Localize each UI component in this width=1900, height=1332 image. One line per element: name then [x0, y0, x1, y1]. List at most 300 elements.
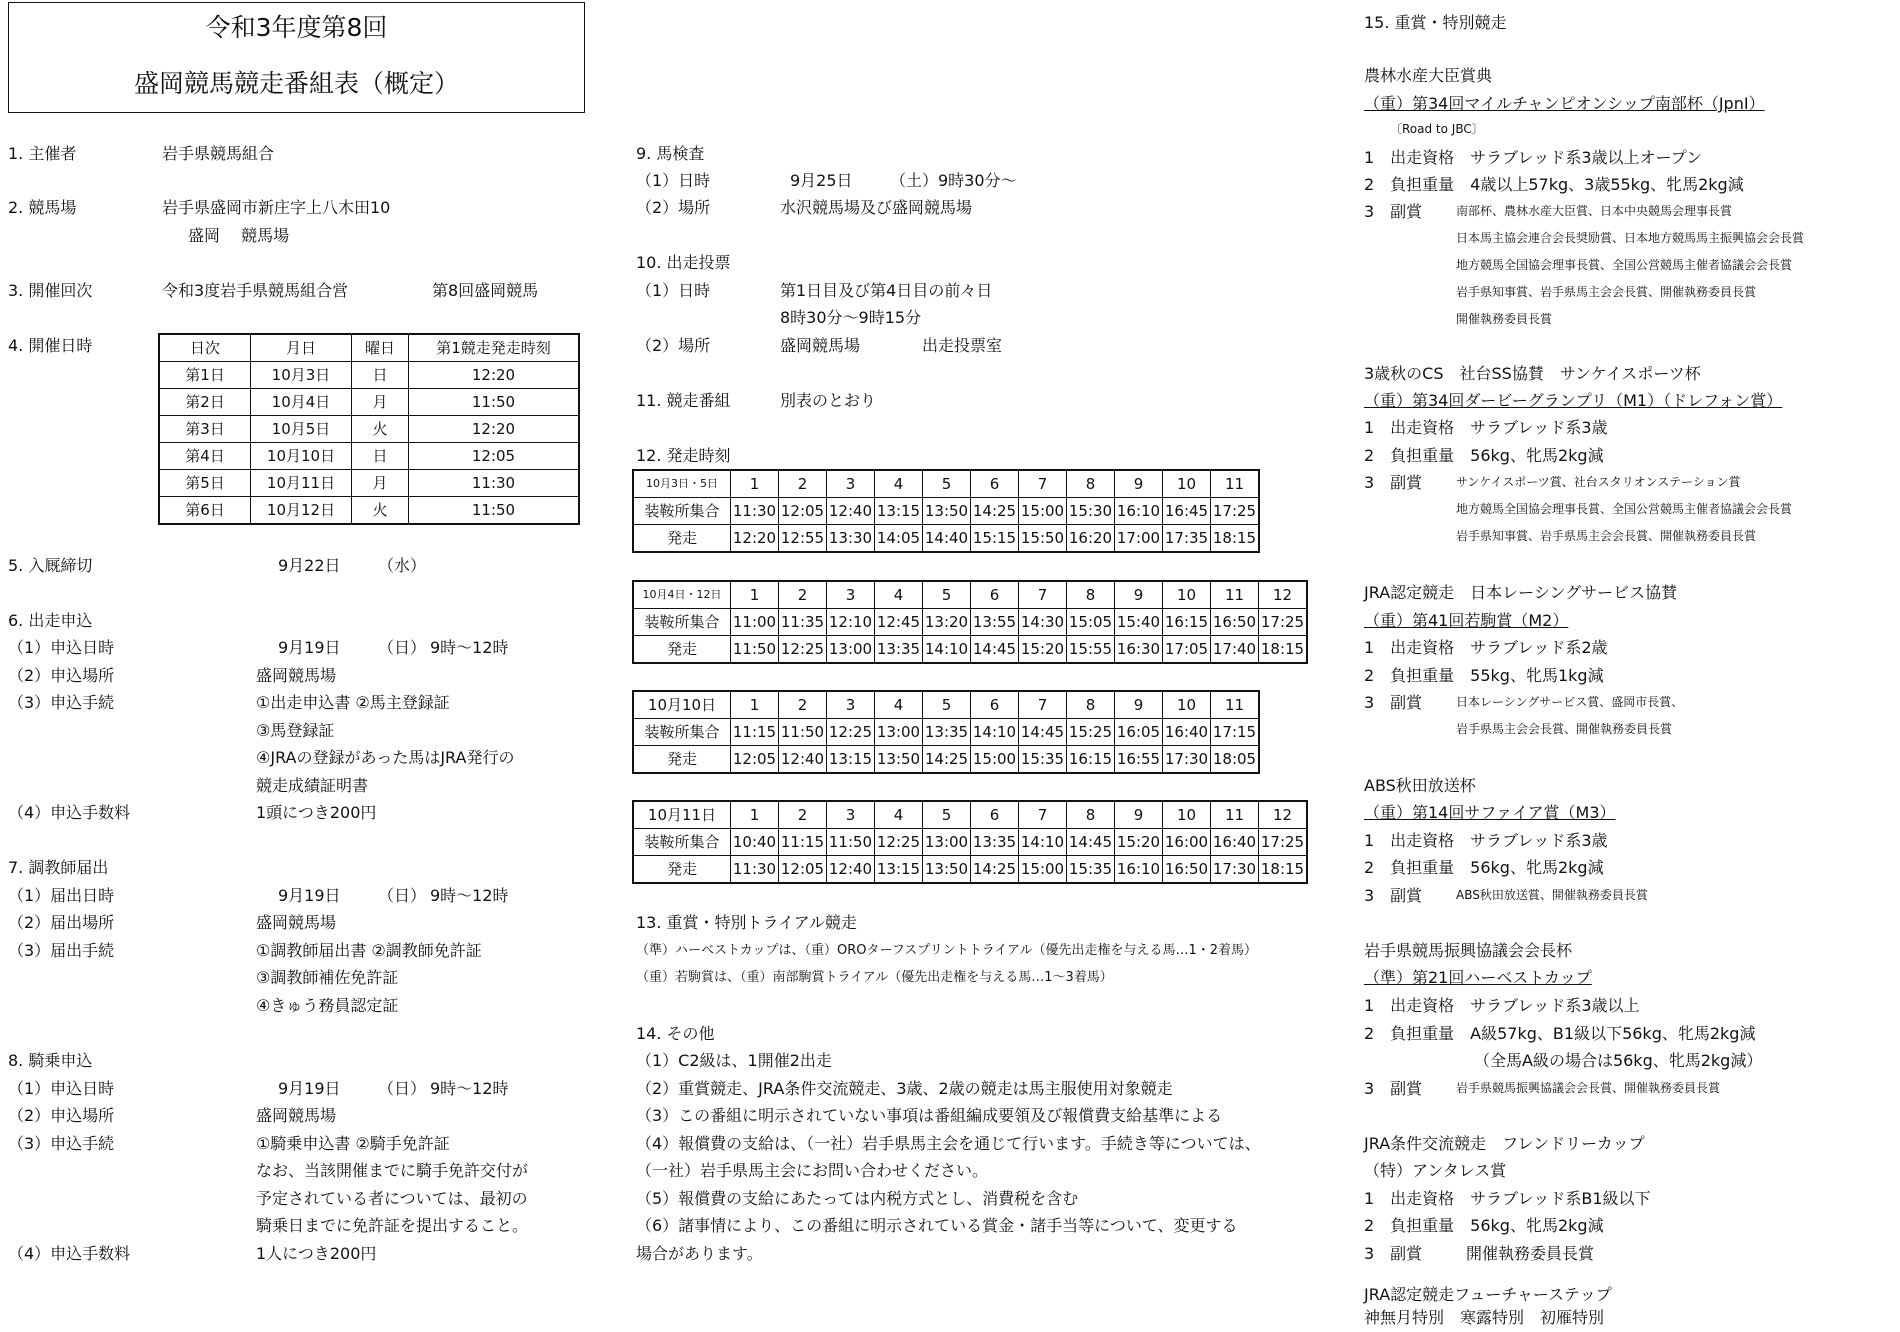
race-prize: 開催執務委員長賞	[1456, 312, 1553, 326]
s7-l1-time: 9時～12時	[430, 886, 509, 905]
time-cell: 17:30	[1211, 856, 1259, 884]
race-number-row	[633, 801, 1307, 829]
time-cell: 15:25	[1067, 719, 1115, 746]
time-cell: 14:25	[971, 856, 1019, 884]
race-number: 5	[923, 691, 971, 719]
time-cell: 11:30	[731, 498, 779, 525]
race-prize-label: 3 副賞	[1364, 886, 1423, 905]
race-name: （重）第34回ダービーグランプリ（M1）（ドレフォン賞）	[1364, 391, 1783, 410]
race-qualification: 1 出走資格 サラブレッド系B1級以下	[1364, 1189, 1651, 1208]
row-label: 発走	[633, 525, 731, 553]
race-number: 7	[1019, 470, 1067, 498]
time-cell: 11:50	[827, 829, 875, 856]
s3-value2: 第8回盛岡競馬	[432, 281, 539, 300]
race-number: 1	[731, 691, 779, 719]
time-cell: 12:05	[779, 498, 827, 525]
time-cell: 14:40	[923, 525, 971, 553]
time-cell: 15:40	[1115, 609, 1163, 636]
time-cell: 16:40	[1211, 829, 1259, 856]
schedule-cell: 月	[352, 470, 409, 497]
race-number: 1	[731, 470, 779, 498]
race-number: 5	[923, 470, 971, 498]
start-time-row	[633, 636, 1307, 664]
schedule-cell: 11:30	[409, 470, 580, 497]
s14-line: （一社）岩手県馬主会にお問い合わせください。	[636, 1161, 989, 1180]
s13-label: 13. 重賞・特別トライアル競走	[636, 913, 857, 932]
race-name: （準）第21回ハーベストカップ	[1364, 968, 1592, 987]
race-weight: 2 負担重量 56kg、牝馬2kg減	[1364, 858, 1604, 877]
time-cell: 13:20	[923, 609, 971, 636]
race-prize-label: 3 副賞	[1364, 473, 1423, 492]
s7-l3-v2: ③調教師補佐免許証	[256, 968, 399, 987]
s7-l3-v1: ①調教師届出書 ②調教師免許証	[256, 941, 482, 960]
s7-label: 7. 調教師届出	[8, 858, 109, 877]
time-cell: 17:25	[1259, 609, 1308, 636]
s2-value: 岩手県盛岡市新庄字上八木田10	[162, 198, 391, 217]
s10-l1-v1: 第1日目及び第4日目の前々日	[780, 281, 993, 300]
time-cell: 13:15	[875, 856, 923, 884]
time-cell: 11:35	[779, 609, 827, 636]
time-cell: 14:45	[1019, 719, 1067, 746]
s8-l1: （1）申込日時	[8, 1079, 115, 1098]
time-cell: 14:10	[923, 636, 971, 664]
s8-l2: （2）申込場所	[8, 1106, 115, 1125]
race-number: 12	[1259, 581, 1308, 609]
race-sponsor: 岩手県競馬振興協議会会長杯	[1364, 941, 1573, 960]
race-sponsor: 3歳秋のCS 社台SS協賛 サンケイスポーツ杯	[1364, 364, 1701, 383]
schedule-header-row	[159, 334, 579, 362]
time-cell: 12:45	[875, 609, 923, 636]
s2-value2: 盛岡 競馬場	[188, 226, 290, 245]
schedule-table	[158, 333, 580, 525]
schedule-header: 曜日	[352, 334, 409, 362]
s8-label: 8. 騎乗申込	[8, 1051, 93, 1070]
s7-l1: （1）届出日時	[8, 886, 115, 905]
race-prize: 日本レーシングサービス賞、盛岡市長賞、	[1456, 695, 1684, 709]
s9-label: 9. 馬検査	[636, 144, 705, 163]
time-cell: 12:25	[827, 719, 875, 746]
time-cell: 12:40	[779, 746, 827, 774]
race-number: 3	[827, 581, 875, 609]
time-cell: 14:45	[971, 636, 1019, 664]
race-number: 10	[1163, 581, 1211, 609]
s7-l1-day: （日）	[378, 886, 427, 905]
time-cell: 18:15	[1259, 636, 1308, 664]
race-number: 8	[1067, 801, 1115, 829]
race-prize-label: 3 副賞	[1364, 1079, 1423, 1098]
time-cell: 15:35	[1019, 746, 1067, 774]
s8-l4-val: 1人につき200円	[256, 1244, 377, 1263]
time-cell: 12:55	[779, 525, 827, 553]
s7-l2-val: 盛岡競馬場	[256, 913, 337, 932]
race-weight: 2 負担重量 A級57kg、B1級以下56kg、牝馬2kg減	[1364, 1024, 1756, 1043]
s7-l3: （3）届出手続	[8, 941, 115, 960]
race-prize: 南部杯、農林水産大臣賞、日本中央競馬会理事長賞	[1456, 204, 1733, 218]
time-cell: 15:50	[1019, 525, 1067, 553]
race-sponsor: JRA認定競走 日本レーシングサービス協賛	[1364, 583, 1678, 602]
s14-line: （5）報償費の支給にあたっては内税方式とし、消費税を含む	[636, 1189, 1079, 1208]
race-qualification: 1 出走資格 サラブレッド系3歳以上オープン	[1364, 148, 1703, 167]
start-time-row	[633, 525, 1259, 553]
race-prize-label: 3 副賞	[1364, 693, 1423, 712]
time-cell: 16:10	[1115, 856, 1163, 884]
race-number: 11	[1211, 581, 1259, 609]
race-number-row	[633, 581, 1307, 609]
s8-l3: （3）申込手続	[8, 1134, 115, 1153]
schedule-cell: 第2日	[159, 389, 251, 416]
s10-l2-val2: 出走投票室	[922, 336, 1003, 355]
schedule-row	[159, 470, 579, 497]
time-cell: 14:25	[923, 746, 971, 774]
race-weight: 2 負担重量 55kg、牝馬1kg減	[1364, 666, 1604, 685]
time-cell: 13:35	[923, 719, 971, 746]
time-cell: 17:00	[1115, 525, 1163, 553]
race-number: 9	[1115, 691, 1163, 719]
start-time-table	[632, 469, 1260, 553]
time-cell: 16:20	[1067, 525, 1115, 553]
time-cell: 17:05	[1163, 636, 1211, 664]
race-prize: 開催執務委員長賞	[1466, 1244, 1595, 1263]
race-weight: 2 負担重量 56kg、牝馬2kg減	[1364, 1216, 1604, 1235]
schedule-cell: 10月12日	[251, 497, 352, 525]
time-cell: 15:55	[1067, 636, 1115, 664]
race-number: 9	[1115, 581, 1163, 609]
race-number: 4	[875, 691, 923, 719]
race-qualification: 1 出走資格 サラブレッド系3歳	[1364, 831, 1608, 850]
s8-l1-date: 9月19日	[278, 1079, 341, 1098]
race-number-row	[633, 470, 1259, 498]
s11-label: 11. 競走番組	[636, 391, 731, 410]
race-sponsor: JRA条件交流競走 フレンドリーカップ	[1364, 1134, 1645, 1153]
race-number: 9	[1115, 470, 1163, 498]
race-number: 2	[779, 801, 827, 829]
schedule-cell: 12:20	[409, 416, 580, 443]
schedule-cell: 10月4日	[251, 389, 352, 416]
s7-l3-v3: ④きゅう務員認定証	[256, 996, 399, 1015]
s10-l1-v2: 8時30分～9時15分	[780, 308, 922, 327]
s14-line: 場合があります。	[636, 1244, 763, 1263]
s15-label: 15. 重賞・特別競走	[1364, 13, 1507, 32]
race-weight: 2 負担重量 4歳以上57kg、3歳55kg、牝馬2kg減	[1364, 175, 1744, 194]
s14-line: （1）C2級は、1開催2出走	[636, 1051, 832, 1070]
schedule-cell: 10月11日	[251, 470, 352, 497]
race-number: 11	[1211, 470, 1260, 498]
time-cell: 11:30	[731, 856, 779, 884]
title-line1: 令和3年度第8回	[205, 13, 388, 42]
s8-l4: （4）申込手数料	[8, 1244, 131, 1263]
race-sponsor: ABS秋田放送杯	[1364, 776, 1476, 795]
s6-l4: （4）申込手数料	[8, 803, 131, 822]
s6-l3-v2: ③馬登録証	[256, 721, 335, 740]
race-number: 9	[1115, 801, 1163, 829]
race-name: 神無月特別 寒露特別 初雁特別	[1364, 1308, 1605, 1327]
schedule-cell: 10月5日	[251, 416, 352, 443]
time-cell: 14:30	[1019, 609, 1067, 636]
race-prize: 岩手県馬主会会長賞、開催執務委員長賞	[1456, 722, 1673, 736]
s14-line: （3）この番組に明示されていない事項は番組編成要領及び報償費支給基準による	[636, 1106, 1223, 1125]
time-cell: 13:15	[827, 746, 875, 774]
time-cell: 15:00	[1019, 856, 1067, 884]
schedule-cell: 12:05	[409, 443, 580, 470]
s12-label: 12. 発走時刻	[636, 446, 731, 465]
schedule-row	[159, 416, 579, 443]
race-prize: ABS秋田放送賞、開催執務委員長賞	[1456, 888, 1648, 902]
race-name: （重）第34回マイルチャンピオンシップ南部杯（JpnⅠ）	[1364, 94, 1765, 113]
schedule-cell: 第4日	[159, 443, 251, 470]
row-label: 装鞍所集合	[633, 498, 731, 525]
time-cell: 15:00	[971, 746, 1019, 774]
time-cell: 16:15	[1163, 609, 1211, 636]
schedule-header: 第1競走発走時刻	[409, 334, 580, 362]
time-cell: 16:05	[1115, 719, 1163, 746]
s10-label: 10. 出走投票	[636, 253, 731, 272]
time-cell: 11:50	[731, 636, 779, 664]
time-cell: 15:20	[1115, 829, 1163, 856]
s6-l1-date: 9月19日	[278, 638, 341, 657]
race-prize-label: 3 副賞	[1364, 202, 1423, 221]
time-cell: 12:40	[827, 498, 875, 525]
schedule-cell: 日	[352, 443, 409, 470]
s5-label: 5. 入厩締切	[8, 556, 93, 575]
time-cell: 12:25	[779, 636, 827, 664]
time-cell: 13:50	[923, 498, 971, 525]
race-qualification: 1 出走資格 サラブレッド系2歳	[1364, 638, 1608, 657]
schedule-header: 日次	[159, 334, 251, 362]
race-number: 7	[1019, 801, 1067, 829]
row-label: 発走	[633, 636, 731, 664]
race-name: （重）第14回サファイア賞（M3）	[1364, 803, 1616, 822]
time-cell: 16:30	[1115, 636, 1163, 664]
race-number: 1	[731, 801, 779, 829]
race-number: 2	[779, 581, 827, 609]
time-cell: 16:10	[1115, 498, 1163, 525]
race-prize-label: 3 副賞	[1364, 1244, 1423, 1263]
race-prize: 日本馬主協会連合会長奨励賞、日本地方競馬馬主振興協会会長賞	[1456, 231, 1805, 245]
time-cell: 13:15	[875, 498, 923, 525]
race-qualification: 1 出走資格 サラブレッド系3歳以上	[1364, 996, 1640, 1015]
time-cell: 15:35	[1067, 856, 1115, 884]
time-cell: 14:10	[1019, 829, 1067, 856]
s7-l1-date: 9月19日	[278, 886, 341, 905]
time-cell: 13:55	[971, 609, 1019, 636]
schedule-cell: 10月3日	[251, 362, 352, 389]
s8-l3-v4: 騎乗日までに免許証を提出すること。	[256, 1216, 529, 1235]
race-prize: 地方競馬全国協会理事長賞、全国公営競馬主催者協議会会長賞	[1456, 502, 1793, 516]
time-cell: 11:50	[779, 719, 827, 746]
time-cell: 15:00	[1019, 498, 1067, 525]
s10-l1: （1）日時	[636, 281, 711, 300]
s3-label: 3. 開催回次	[8, 281, 93, 300]
race-number: 11	[1211, 801, 1259, 829]
s6-l3-v1: ①出走申込書 ②馬主登録証	[256, 693, 450, 712]
s9-l2-val: 水沢競馬場及び盛岡競馬場	[780, 198, 973, 217]
schedule-row	[159, 443, 579, 470]
s5-day: （水）	[378, 556, 427, 575]
row-label: 発走	[633, 746, 731, 774]
time-cell: 14:05	[875, 525, 923, 553]
race-date-label: 10月4日・12日	[633, 581, 731, 609]
race-sponsor: JRA認定競走フューチャーステップ	[1364, 1285, 1612, 1304]
race-number: 6	[971, 691, 1019, 719]
s5-date: 9月22日	[278, 556, 341, 575]
schedule-row	[159, 497, 579, 525]
time-cell: 17:30	[1163, 746, 1211, 774]
s9-l1-day: （土）9時30分～	[890, 171, 1017, 190]
race-weight: 2 負担重量 56kg、牝馬2kg減	[1364, 446, 1604, 465]
race-number: 12	[1259, 801, 1308, 829]
s9-l1-date: 9月25日	[790, 171, 853, 190]
race-number: 8	[1067, 470, 1115, 498]
race-number: 11	[1211, 691, 1260, 719]
s10-l2-val: 盛岡競馬場	[780, 336, 861, 355]
race-number: 6	[971, 801, 1019, 829]
time-cell: 11:00	[731, 609, 779, 636]
schedule-cell: 月	[352, 389, 409, 416]
title-line2: 盛岡競馬競走番組表（概定）	[133, 69, 459, 98]
time-cell: 13:30	[827, 525, 875, 553]
schedule-cell: 10月10日	[251, 443, 352, 470]
s9-l2: （2）場所	[636, 198, 711, 217]
s13-l2: （重）若駒賞は、（重）南部駒賞トライアル（優先出走権を与える馬…1～3着馬）	[636, 970, 1113, 985]
race-number: 7	[1019, 581, 1067, 609]
race-number: 2	[779, 470, 827, 498]
row-label: 装鞍所集合	[633, 829, 731, 856]
time-cell: 12:40	[827, 856, 875, 884]
time-cell: 17:40	[1211, 636, 1259, 664]
time-cell: 15:05	[1067, 609, 1115, 636]
race-note: 〔Road to JBC〕	[1390, 122, 1484, 136]
s6-l1-time: 9時～12時	[430, 638, 509, 657]
s4-label: 4. 開催日時	[8, 336, 93, 355]
race-prize: 地方競馬全国協会理事長賞、全国公営競馬主催者協議会会長賞	[1456, 258, 1793, 272]
time-cell: 12:10	[827, 609, 875, 636]
time-cell: 13:50	[923, 856, 971, 884]
race-number: 2	[779, 691, 827, 719]
row-label: 装鞍所集合	[633, 609, 731, 636]
saddling-time-row	[633, 829, 1307, 856]
time-cell: 16:50	[1163, 856, 1211, 884]
time-cell: 15:30	[1067, 498, 1115, 525]
row-label: 装鞍所集合	[633, 719, 731, 746]
start-time-table	[632, 690, 1260, 774]
s6-l4-val: 1頭につき200円	[256, 803, 377, 822]
race-date-label: 10月3日・5日	[633, 470, 731, 498]
time-cell: 17:25	[1211, 498, 1260, 525]
s8-l1-day: （日）	[378, 1079, 427, 1098]
time-cell: 10:40	[731, 829, 779, 856]
race-number: 5	[923, 801, 971, 829]
s8-l2-val: 盛岡競馬場	[256, 1106, 337, 1125]
s10-l2: （2）場所	[636, 336, 711, 355]
time-cell: 14:10	[971, 719, 1019, 746]
race-weight-note: （全馬A級の場合は56kg、牝馬2kg減）	[1474, 1051, 1763, 1070]
schedule-cell: 第3日	[159, 416, 251, 443]
schedule-row	[159, 362, 579, 389]
saddling-time-row	[633, 609, 1307, 636]
race-number-row	[633, 691, 1259, 719]
race-number: 6	[971, 581, 1019, 609]
start-time-table	[632, 580, 1308, 664]
s6-label: 6. 出走申込	[8, 611, 93, 630]
s3-value: 令和3度岩手県競馬組合営	[162, 281, 349, 300]
s14-line: （4）報償費の支給は、（一社）岩手県馬主会を通じて行います。手続き等については、	[636, 1134, 1261, 1153]
race-date-label: 10月10日	[633, 691, 731, 719]
row-label: 発走	[633, 856, 731, 884]
time-cell: 14:25	[971, 498, 1019, 525]
s7-l2: （2）届出場所	[8, 913, 115, 932]
s8-l3-v2: なお、当該開催までに騎手免許交付が	[256, 1161, 529, 1180]
time-cell: 12:20	[731, 525, 779, 553]
time-cell: 11:15	[731, 719, 779, 746]
race-number: 4	[875, 581, 923, 609]
race-prize: 岩手県競馬振興協議会会長賞、開催執務委員長賞	[1456, 1081, 1721, 1095]
time-cell: 15:20	[1019, 636, 1067, 664]
title-box	[8, 2, 585, 113]
schedule-cell: 第5日	[159, 470, 251, 497]
race-prize: 岩手県知事賞、岩手県馬主会会長賞、開催執務委員長賞	[1456, 529, 1757, 543]
time-cell: 12:05	[731, 746, 779, 774]
schedule-cell: 火	[352, 416, 409, 443]
race-number: 6	[971, 470, 1019, 498]
s2-label: 2. 競馬場	[8, 198, 77, 217]
time-cell: 16:15	[1067, 746, 1115, 774]
s14-label: 14. その他	[636, 1024, 715, 1043]
s6-l3: （3）申込手続	[8, 693, 115, 712]
s6-l2-val: 盛岡競馬場	[256, 666, 337, 685]
time-cell: 16:00	[1163, 829, 1211, 856]
time-cell: 13:35	[875, 636, 923, 664]
s1-label: 1. 主催者	[8, 144, 77, 163]
start-time-row	[633, 856, 1307, 884]
race-number: 3	[827, 470, 875, 498]
time-cell: 16:45	[1163, 498, 1211, 525]
s6-l2: （2）申込場所	[8, 666, 115, 685]
time-cell: 18:05	[1211, 746, 1260, 774]
time-cell: 18:15	[1211, 525, 1260, 553]
race-number: 3	[827, 801, 875, 829]
race-number: 10	[1163, 801, 1211, 829]
time-cell: 17:35	[1163, 525, 1211, 553]
time-cell: 13:00	[875, 719, 923, 746]
race-number: 4	[875, 470, 923, 498]
time-cell: 12:25	[875, 829, 923, 856]
s1-value: 岩手県競馬組合	[162, 144, 275, 163]
time-cell: 17:25	[1259, 829, 1308, 856]
schedule-cell: 12:20	[409, 362, 580, 389]
schedule-cell: 第1日	[159, 362, 251, 389]
start-time-table	[632, 800, 1308, 884]
time-cell: 11:15	[779, 829, 827, 856]
saddling-time-row	[633, 719, 1259, 746]
race-prize: 岩手県知事賞、岩手県馬主会会長賞、開催執務委員長賞	[1456, 285, 1757, 299]
saddling-time-row	[633, 498, 1259, 525]
race-date-label: 10月11日	[633, 801, 731, 829]
race-number: 10	[1163, 691, 1211, 719]
race-name: （重）第41回若駒賞（M2）	[1364, 611, 1569, 630]
time-cell: 13:50	[875, 746, 923, 774]
schedule-cell: 11:50	[409, 497, 580, 525]
s8-l3-v3: 予定されている者については、最初の	[256, 1189, 528, 1208]
time-cell: 13:35	[971, 829, 1019, 856]
schedule-header: 月日	[251, 334, 352, 362]
race-number: 5	[923, 581, 971, 609]
schedule-row	[159, 389, 579, 416]
schedule-cell: 11:50	[409, 389, 580, 416]
race-number: 8	[1067, 691, 1115, 719]
time-cell: 16:40	[1163, 719, 1211, 746]
race-number: 7	[1019, 691, 1067, 719]
s14-line: （6）諸事情により、この番組に明示されている賞金・諸手当等について、変更する	[636, 1216, 1238, 1235]
